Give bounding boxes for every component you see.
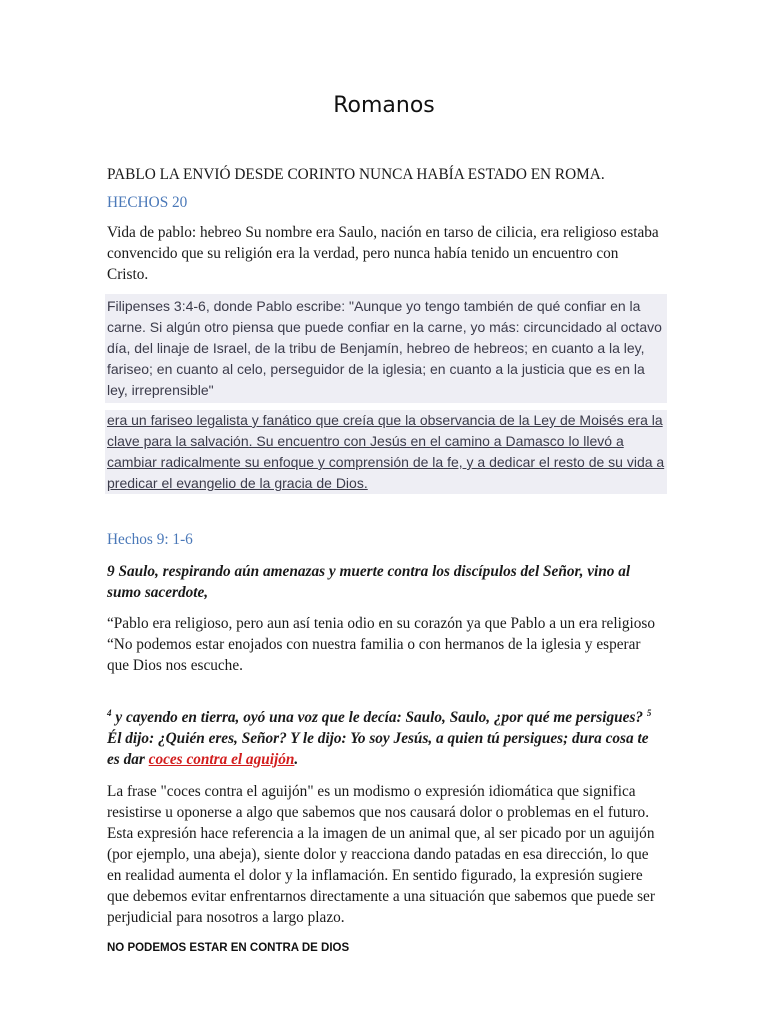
verse-4-text: y cayendo en tierra, oyó una voz que le decía: Saulo, Saulo, ¿por qué me persigues? <box>111 709 647 726</box>
vida-paragraph: Vida de pablo: hebreo Su nombre era Saulo, nación en tarso de cilicia, era religioso estaba convencido que su religión era la verdad, pero nunca había tenido un encuentro con Cristo. <box>107 224 659 283</box>
coces-link[interactable]: coces contra el aguijón <box>148 751 295 768</box>
comment-line-1: “Pablo era religioso, pero aun así tenia odio en su corazón ya que Pablo a un era religioso <box>107 615 655 632</box>
fariseo-paragraph: era un fariseo legalista y fanático que creía que la observancia de la Ley de Moisés era la clave para la salvación. Su encuentro con Jesús en el camino a Damasco lo llevó a cambiar radicalmente su enfoque y comprensión de la fe, y a dedicar el resto de su vida a predicar el evangelio de la gracia de Dios. <box>105 410 667 494</box>
heading-hechos-20: HECHOS 20 <box>107 194 188 211</box>
document-body <box>107 164 663 959</box>
document-title: Romanos <box>333 93 435 118</box>
heading-hechos-9: Hechos 9: 1-6 <box>107 531 193 548</box>
closing-line: NO PODEMOS ESTAR EN CONTRA DE DIOS <box>107 942 350 954</box>
verse-5-text: Él dijo: ¿Quién eres, Señor? Y le dijo: Yo soy Jesús, a quien tú persigues; dura cosa te es dar <box>107 730 649 768</box>
verse-5-end: . <box>294 751 299 768</box>
comment-line-2: “No podemos estar enojados con nuestra familia o con hermanos de la iglesia y esperar que Dios nos escuche. <box>107 636 641 674</box>
intro-line: PABLO LA ENVIÓ DESDE CORINTO NUNCA HABÍA ESTADO EN ROMA. <box>107 166 605 183</box>
frase-paragraph: La frase "coces contra el aguijón" es un modismo o expresión idiomática que significa resistirse u oponerse a algo que sabemos que nos causará dolor o problemas en el futuro. Esta expresión hace referencia a la imagen de un animal que, al ser picado por un aguijón (por ejemplo, una abeja), siente dolor y reacciona dando patadas en esa dirección, lo que en realidad aumenta el dolor y la inflamación. En sentido figurado, la expresión sugiere que debemos evitar enfrentarnos directamente a una situación que sabemos que puede ser perjudicial para nosotros a largo plazo. <box>107 783 655 926</box>
verse-4-5 <box>107 707 663 770</box>
verse-5-number: 5 <box>646 707 652 718</box>
filipenses-quote: Filipenses 3:4-6, donde Pablo escribe: "Aunque yo tengo también de qué confiar en la carne. Si algún otro piensa que puede confiar en la carne, yo más: circuncidado al octavo día, del linaje de Israel, de la tribu de Benjamín, hebreo de hebreos; en cuanto a la ley, fariseo; en cuanto al celo, perseguidor de la iglesia; en cuanto a la justicia que es en la ley, irreprensible" <box>105 294 667 403</box>
verse-9: 9 Saulo, respirando aún amenazas y muerte contra los discípulos del Señor, vino al sumo sacerdote, <box>107 563 631 601</box>
verse-4-number: 4 <box>107 707 112 718</box>
